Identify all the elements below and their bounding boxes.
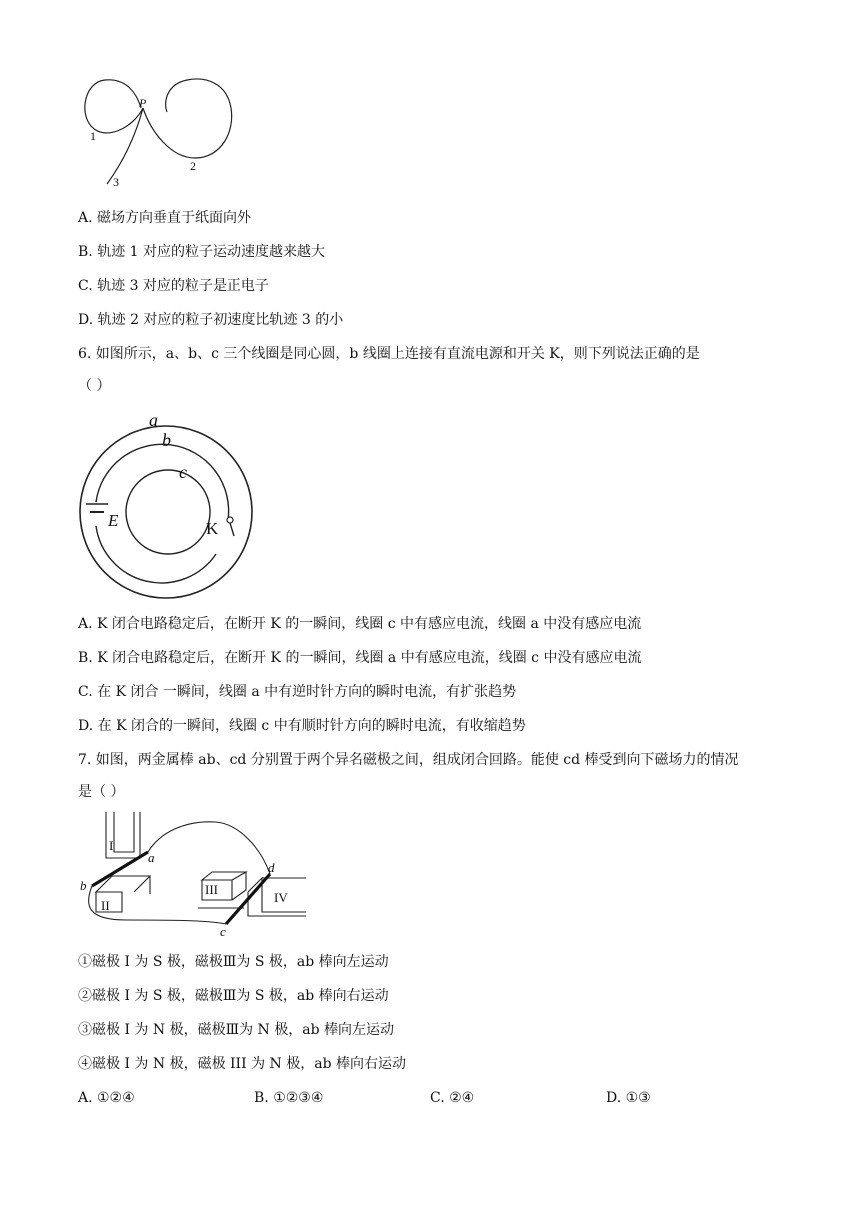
label-c: c bbox=[179, 462, 187, 482]
label-b: b bbox=[162, 430, 171, 450]
label-track-3: 3 bbox=[113, 175, 119, 189]
q6-option-d: D. 在 K 闭合的一瞬间，线圈 c 中有顺时针方向的瞬时电流，有收缩趋势 bbox=[78, 718, 526, 734]
switch-blade bbox=[230, 523, 234, 536]
q6-option-c: C. 在 K 闭合 一瞬间，线圈 a 中有逆时针方向的瞬时电流，有扩张趋势 bbox=[78, 684, 517, 700]
label-rod-c: c bbox=[220, 924, 226, 938]
q7-stem-line-2: 是（ ） bbox=[78, 784, 125, 800]
q7-choice-c: C. ②④ bbox=[430, 1090, 475, 1106]
q6-stem-line-2: （ ） bbox=[78, 378, 111, 394]
track-figure bbox=[75, 72, 245, 192]
coil-b-lower bbox=[96, 526, 216, 583]
q7-stem-line-1: 7. 如图，两金属棒 ab、cd 分别置于两个异名磁极之间，组成闭合回路。能使 cd 棒受到向下磁场力的情况 bbox=[78, 752, 739, 768]
label-i: I bbox=[109, 838, 114, 853]
label-track-2: 2 bbox=[190, 159, 196, 173]
q5-option-a: A. 磁场方向垂直于纸面向外 bbox=[78, 210, 252, 226]
rod-ab bbox=[92, 852, 148, 886]
label-iv: IV bbox=[274, 890, 288, 905]
coil-a bbox=[80, 426, 252, 598]
coil-figure bbox=[76, 402, 276, 602]
q6-stem-line-1: 6. 如图所示，a、b、c 三个线圈是同心圆，b 线圈上连接有直流电源和开关 K，则下列说法正确的是 bbox=[78, 346, 700, 362]
label-rod-b: b bbox=[80, 878, 87, 893]
q7-item-3: ③磁极 I 为 N 极，磁极Ⅲ为 N 极，ab 棒向左运动 bbox=[78, 1022, 394, 1038]
track-2 bbox=[143, 79, 232, 158]
q7-item-2: ②磁极 I 为 S 极，磁极Ⅲ为 S 极，ab 棒向右运动 bbox=[78, 988, 389, 1004]
q7-choice-b: B. ①②③④ bbox=[254, 1090, 324, 1106]
label-p: P bbox=[139, 96, 147, 110]
label-iii: III bbox=[205, 882, 218, 897]
coil-b bbox=[96, 444, 229, 520]
label-k: K bbox=[206, 519, 219, 538]
q7-choice-a: A. ①②④ bbox=[78, 1090, 135, 1106]
track-1 bbox=[85, 80, 143, 133]
magnet-figure bbox=[76, 808, 316, 938]
label-track-1: 1 bbox=[90, 129, 96, 143]
q5-option-c: C. 轨迹 3 对应的粒子是正电子 bbox=[78, 278, 269, 294]
q7-choice-d: D. ①③ bbox=[606, 1090, 651, 1106]
label-rod-a: a bbox=[148, 850, 155, 865]
coil-c bbox=[126, 470, 210, 554]
track-3 bbox=[107, 108, 143, 184]
label-rod-d: d bbox=[268, 860, 275, 875]
q7-item-4: ④磁极 I 为 N 极，磁极 III 为 N 极，ab 棒向右运动 bbox=[78, 1056, 406, 1072]
wire-top bbox=[148, 822, 270, 874]
q5-option-b: B. 轨迹 1 对应的粒子运动速度越来越大 bbox=[78, 244, 325, 260]
q6-option-a: A. K 闭合电路稳定后，在断开 K 的一瞬间，线圈 c 中有感应电流，线圈 a 中没有感应电流 bbox=[78, 616, 642, 632]
label-a: a bbox=[149, 410, 158, 430]
q5-option-d: D. 轨迹 2 对应的粒子初速度比轨迹 3 的小 bbox=[78, 312, 344, 328]
label-e: E bbox=[108, 511, 119, 530]
switch-pivot bbox=[227, 517, 233, 523]
q6-option-b: B. K 闭合电路稳定后，在断开 K 的一瞬间，线圈 a 中有感应电流，线圈 c 中没有感应电流 bbox=[78, 650, 642, 666]
q7-item-1: ①磁极 I 为 S 极，磁极Ⅲ为 S 极，ab 棒向左运动 bbox=[78, 954, 389, 970]
label-ii: II bbox=[101, 898, 110, 913]
